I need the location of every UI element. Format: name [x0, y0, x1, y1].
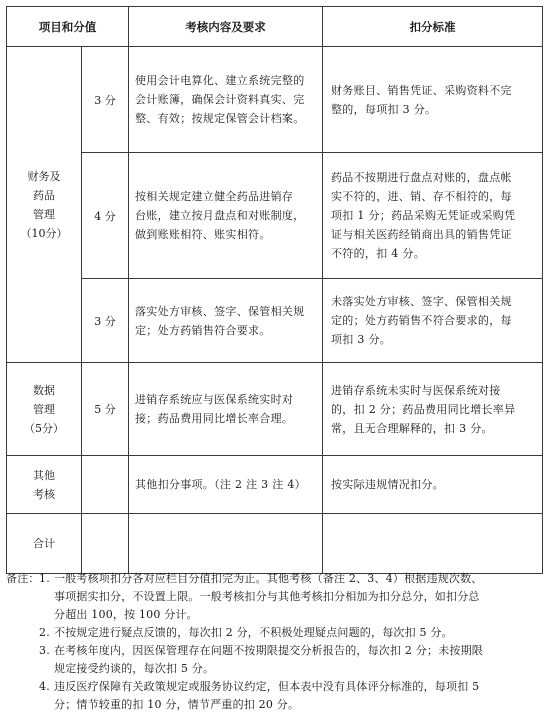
header-standard: 扣分标准	[323, 7, 543, 47]
note-item: 3. 在考核年度内，因医保管理存在问题不按期限提交分析报告的，每次扣 2 分；未按期限 规定接受约谈的，每次扣 5 分。	[39, 644, 483, 675]
standard-cell: 按实际违规情况扣分。	[323, 456, 543, 514]
table-row	[7, 47, 543, 153]
score-cell	[82, 456, 129, 514]
table-row	[7, 279, 543, 363]
note-number: 3.	[39, 644, 50, 657]
requirement-cell	[129, 514, 323, 574]
note-item: 4. 违反医疗保障有关政策规定或服务协议约定，但本表中没有具体评分标准的，每项扣 5 分；情节较重的扣 10 分，情节严重的扣 20 分。	[39, 680, 480, 711]
table-header-row	[7, 7, 543, 47]
item-total: 合计	[7, 514, 82, 574]
item-data-management: 数据 管理 （5分）	[7, 363, 82, 456]
table-row	[7, 514, 543, 574]
note-number: 1.	[39, 572, 50, 585]
notes-label: 备注：	[6, 572, 40, 585]
score-cell: 3 分	[82, 47, 129, 153]
standard-cell: 未落实处方审核、签字、保管相关规 定的；处方药销售不符合要求的，每 项扣 3 分。	[323, 279, 543, 363]
requirement-cell: 使用会计电算化、建立系统完整的 会计账簿，确保会计资料真实、完 整、有效；按规定保管会计档案。	[129, 47, 323, 153]
table-row	[7, 363, 543, 456]
score-cell: 4 分	[82, 153, 129, 279]
header-requirement: 考核内容及要求	[129, 7, 323, 47]
item-finance-drugs: 财务及 药品 管理 （10分）	[7, 47, 82, 363]
requirement-cell: 按相关规定建立健全药品进销存 台账，建立按月盘点和对账制度， 做到账账相符、账实相符。	[129, 153, 323, 279]
note-number: 4.	[39, 680, 50, 693]
requirement-cell: 进销存系统应与医保系统实时对 接；药品费用同比增长率合理。	[129, 363, 323, 456]
standard-cell: 财务账目、销售凭证、采购资料不完 整的，每项扣 3 分。	[323, 47, 543, 153]
score-cell: 5 分	[82, 363, 129, 456]
requirement-cell: 其他扣分事项。（注 2 注 3 注 4）	[129, 456, 323, 514]
header-item-score: 项目和分值	[7, 7, 129, 47]
item-other: 其他 考核	[7, 456, 82, 514]
standard-cell: 药品不按期进行盘点对账的，盘点帐 实不符的，进、销、存不相符的，每 项扣 1 分；药品采购无凭证或采购凭 证与相关医药经销商出具的销售凭证 不符的，扣 4 分。	[323, 153, 543, 279]
note-item: 2. 不按规定进行疑点反馈的，每次扣 2 分，不积极处理疑点问题的，每次扣 5 分。	[6, 624, 546, 642]
notes-section	[6, 570, 546, 714]
score-cell	[82, 514, 129, 574]
table-row	[7, 456, 543, 514]
standard-cell	[323, 514, 543, 574]
requirement-cell: 落实处方审核、签字、保管相关规 定；处方药销售符合要求。	[129, 279, 323, 363]
table-row	[7, 153, 543, 279]
note-item: 备注： 1. 一般考核项扣分各对应栏目分值扣完为止。其他考核（备注 2、3、4）根据违规次数、 事项据实扣分，不设置上限。一般考核扣分与其他考核扣分相加为扣分总分，如扣分总 分超出 100，按 100 分计。	[6, 572, 483, 621]
assessment-table	[6, 6, 543, 574]
score-cell: 3 分	[82, 279, 129, 363]
note-number: 2.	[39, 626, 50, 639]
standard-cell: 进销存系统未实时与医保系统对接 的，扣 2 分；药品费用同比增长率异 常，且无合理解释的，扣 3 分。	[323, 363, 543, 456]
